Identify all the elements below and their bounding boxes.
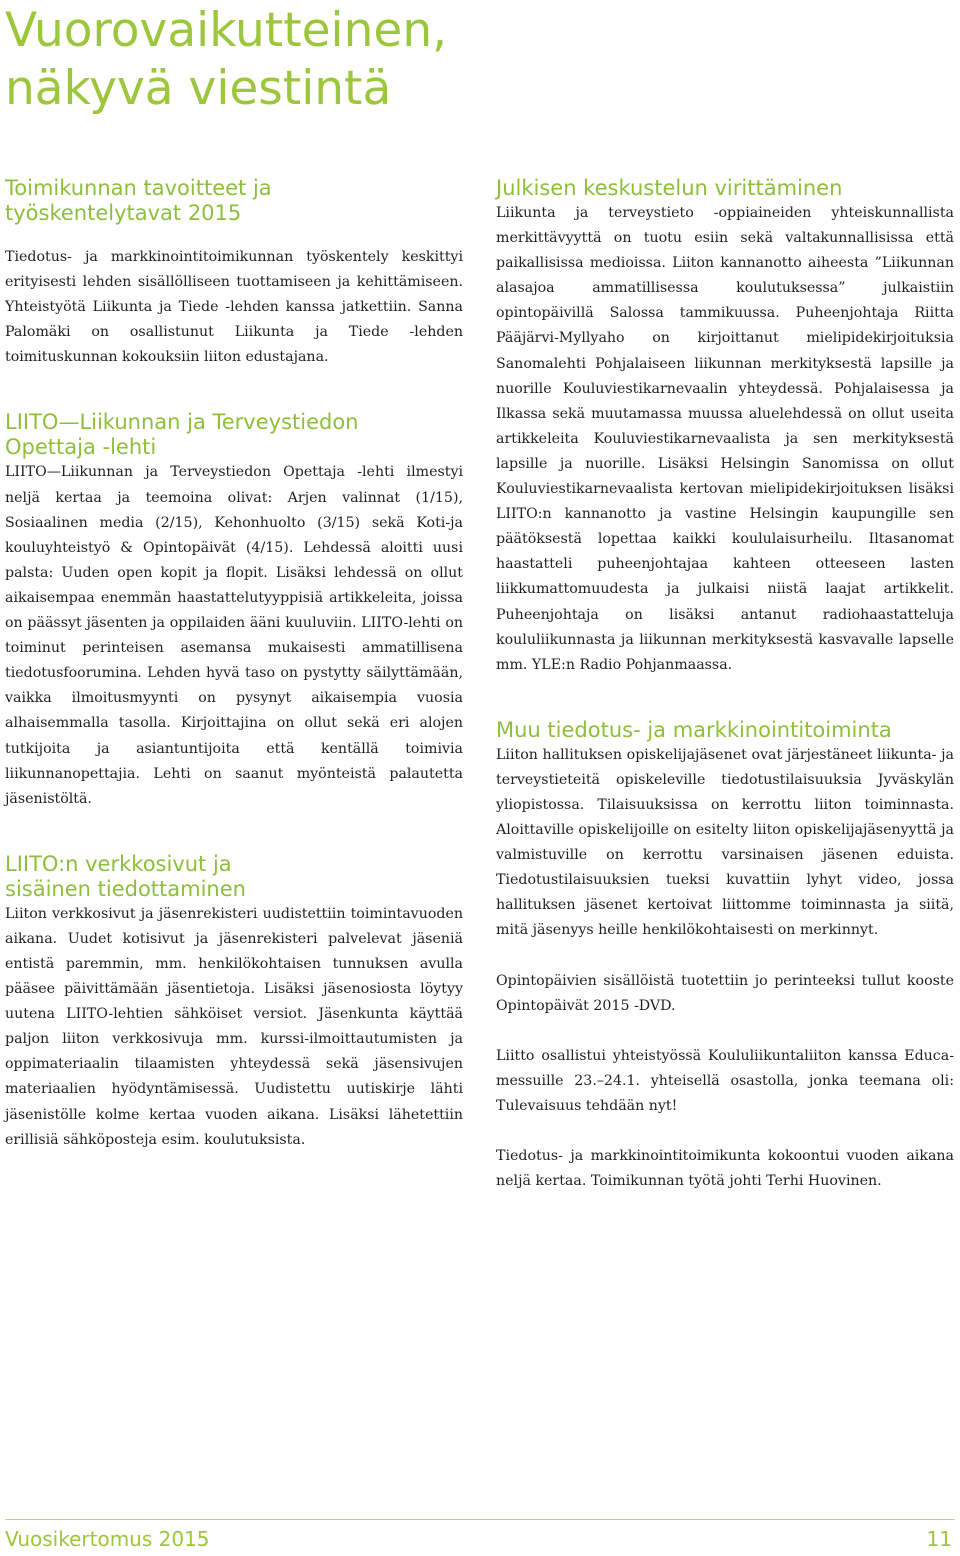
footer-publication-name: Vuosikertomus 2015 [5, 1527, 210, 1551]
section-heading-committee-goals: Toimikunnan tavoitteet ja työskentelytavat 2015 [5, 176, 272, 225]
paragraph-liito-magazine: LIITO—Liikunnan ja Terveystiedon Opettaja -lehti ilmestyi neljä kertaa ja teemoina olivat: Arjen valinnat (1/15), Sosiaalinen media (2/15), Kehonhuolto (3/15) sekä Koti-ja kouluyhteistyö & Opintopäivät (4/15). Lehdessä aloitti uusi palsta: Uuden open kopit ja flopit. Lisäksi lehdessä on ollut aikaisempaa enemmän haastattelutyyppisiä artikkeleita, joissa on päässyt jäsenten ja oppilaiden ääni kuuluviin. LIITO-lehti on toiminut perinteisen asemansa mukaisesti ammatillisena tiedotusfoorumina. Lehden hyvä taso on pystytty säilyttämään, vaikka ilmoitusmyynti on pysynyt aikaisempia vuosia alhaisemmalla tasolla. Kirjoittajina on ollut sekä eri alojen tutkijoita ja asiantuntijoita että kentällä toimivia liikunnanopettajia. Lehti on saanut myönteistä palautetta jäsenistöltä. [5, 464, 463, 807]
paragraph-dvd: Opintopäivien sisällöistä tuotettiin jo perinteeksi tullut kooste Opintopäivät 2015 -DVD. [496, 972, 954, 1014]
paragraph-committee-goals: Tiedotus- ja markkinointitoimikunnan työskentely keskittyi erityisesti lehden sisällölliseen tuottamiseen ja kehittämiseen. Yhteistyötä Liikunta ja Tiede -lehden kanssa jatkettiin. Sanna Palomäki on osallistunut Liikunta ja Tiede -lehden toimituskunnan kokouksiin liiton edustajana. [5, 249, 463, 366]
left-column [5, 176, 463, 1153]
paragraph-student-events: Liiton hallituksen opiskelijajäsenet ovat järjestäneet liikunta- ja terveystieteitä opiskeleville tiedotustilaisuuksia Jyväskylän yliopistossa. Tilaisuuksissa on kerrottu liiton toiminnasta. Aloittaville opiskelijoille on esitelty liiton opiskelijajäsenyyttä ja valmistuville on kerrottu varsinaisen jäsenen eduista. Tiedotustilaisuuksien tueksi kuvattiin lyhyt video, jossa hallituksen jäsenet kertoivat liittomme toiminnasta ja siitä, mitä jäsenyys heille henkilökohtaisesti on merkinnyt. [496, 746, 954, 939]
page-number: 11 [926, 1527, 952, 1551]
page-title: Vuorovaikutteinen, näkyvä viestintä [5, 3, 448, 116]
section-website-internal [5, 852, 463, 1153]
paragraph-website-internal: Liiton verkkosivut ja jäsenrekisteri uudistettiin toimintavuoden aikana. Uudet kotisivut ja jäsenrekisteri palvelevat jäseniä entistä paremmin, mm. henkilökohtaisen tunnuksen avulla pääsee päivittämään jäsentietoja. Lisäksi jäsenosiosta löytyy uutena LIITO-lehtien sähköiset versiot. Jäsenkunta käyttää paljon liiton verkkosivuja mm. kurssi-ilmoittautumisten ja oppimateriaalin tilaamisten yhteydessä sekä jäsensivujen materiaalien hyödyntämisessä. Uudistettu uutiskirje lähti jäsenistölle kolme kertaa vuoden aikana. Lisäksi lähetettiin erillisiä sähköposteja esim. koulutuksista. [5, 905, 463, 1148]
right-column [496, 176, 954, 1194]
section-committee-goals [5, 176, 463, 370]
footer-divider [5, 1519, 955, 1520]
section-public-discussion [496, 176, 954, 678]
paragraph-educa-fair: Liitto osallistui yhteistyössä Koululiikuntaliiton kanssa Educa-messuille 23.–24.1. yhteisellä osastolla, jonka teemana oli: Tulevaisuus tehdään nyt! [496, 1047, 954, 1114]
section-heading-public-discussion: Julkisen keskustelun virittäminen [496, 176, 843, 200]
section-heading-website-internal: LIITO:n verkkosivut ja sisäinen tiedottaminen [5, 851, 246, 901]
section-heading-other-marketing: Muu tiedotus- ja markkinointitoiminta [496, 717, 892, 742]
section-other-marketing [496, 718, 954, 1194]
paragraph-committee-meetings: Tiedotus- ja markkinointitoimikunta kokoontui vuoden aikana neljä kertaa. Toimikunnan työtä johti Terhi Huovinen. [496, 1148, 954, 1190]
paragraph-public-discussion: Liikunta ja terveystieto -oppiaineiden yhteiskunnallista merkittävyyttä on tuotu esiin sekä valtakunnallisissa että paikallisissa medioissa. Liiton kannanotto aiheesta ”Liikunnan alasajoa ammatillisessa koulutuksessa” julkaistiin opintopäivillä Salossa tammikuussa. Puheenjohtaja Riitta Pääjärvi-Myllyaho on kirjoittanut mielipidekirjoituksia Sanomalehti Pohjalaiseen liikunnan merkityksestä lapsille ja nuorille Kouluviestikarnevaalin yhteydessä. Pohjalaisessa ja Ilkassa sekä muutamassa muussa aluelehdessä on ollut useita artikkeleita Kouluviestikarnevaalista ja sen merkityksestä lapsille ja nuorille. Lisäksi Helsingin Sanomissa on ollut Kouluviestikarnevaalista kertovan mielipidekirjoituksen lisäksi LIITO:n kannanotto ja vastine Helsingin kaupungille sen päätöksestä lopettaa kaikki koululaisurheilu. Iltasanomat haastatteli puheenjohtajaa kahteen otteeseen lasten liikkumattomuudesta ja julkaisi niistä laajat artikkelit. Puheenjohtaja on lisäksi antanut radiohaastatteluja koululiikunnasta ja liikunnan merkityksestä kasvavalle lapselle mm. YLE:n Radio Pohjanmaassa. [496, 205, 954, 673]
section-liito-magazine [5, 410, 463, 811]
section-heading-liito-magazine: LIITO—Liikunnan ja Terveystiedon Opettaja -lehti [5, 410, 359, 460]
